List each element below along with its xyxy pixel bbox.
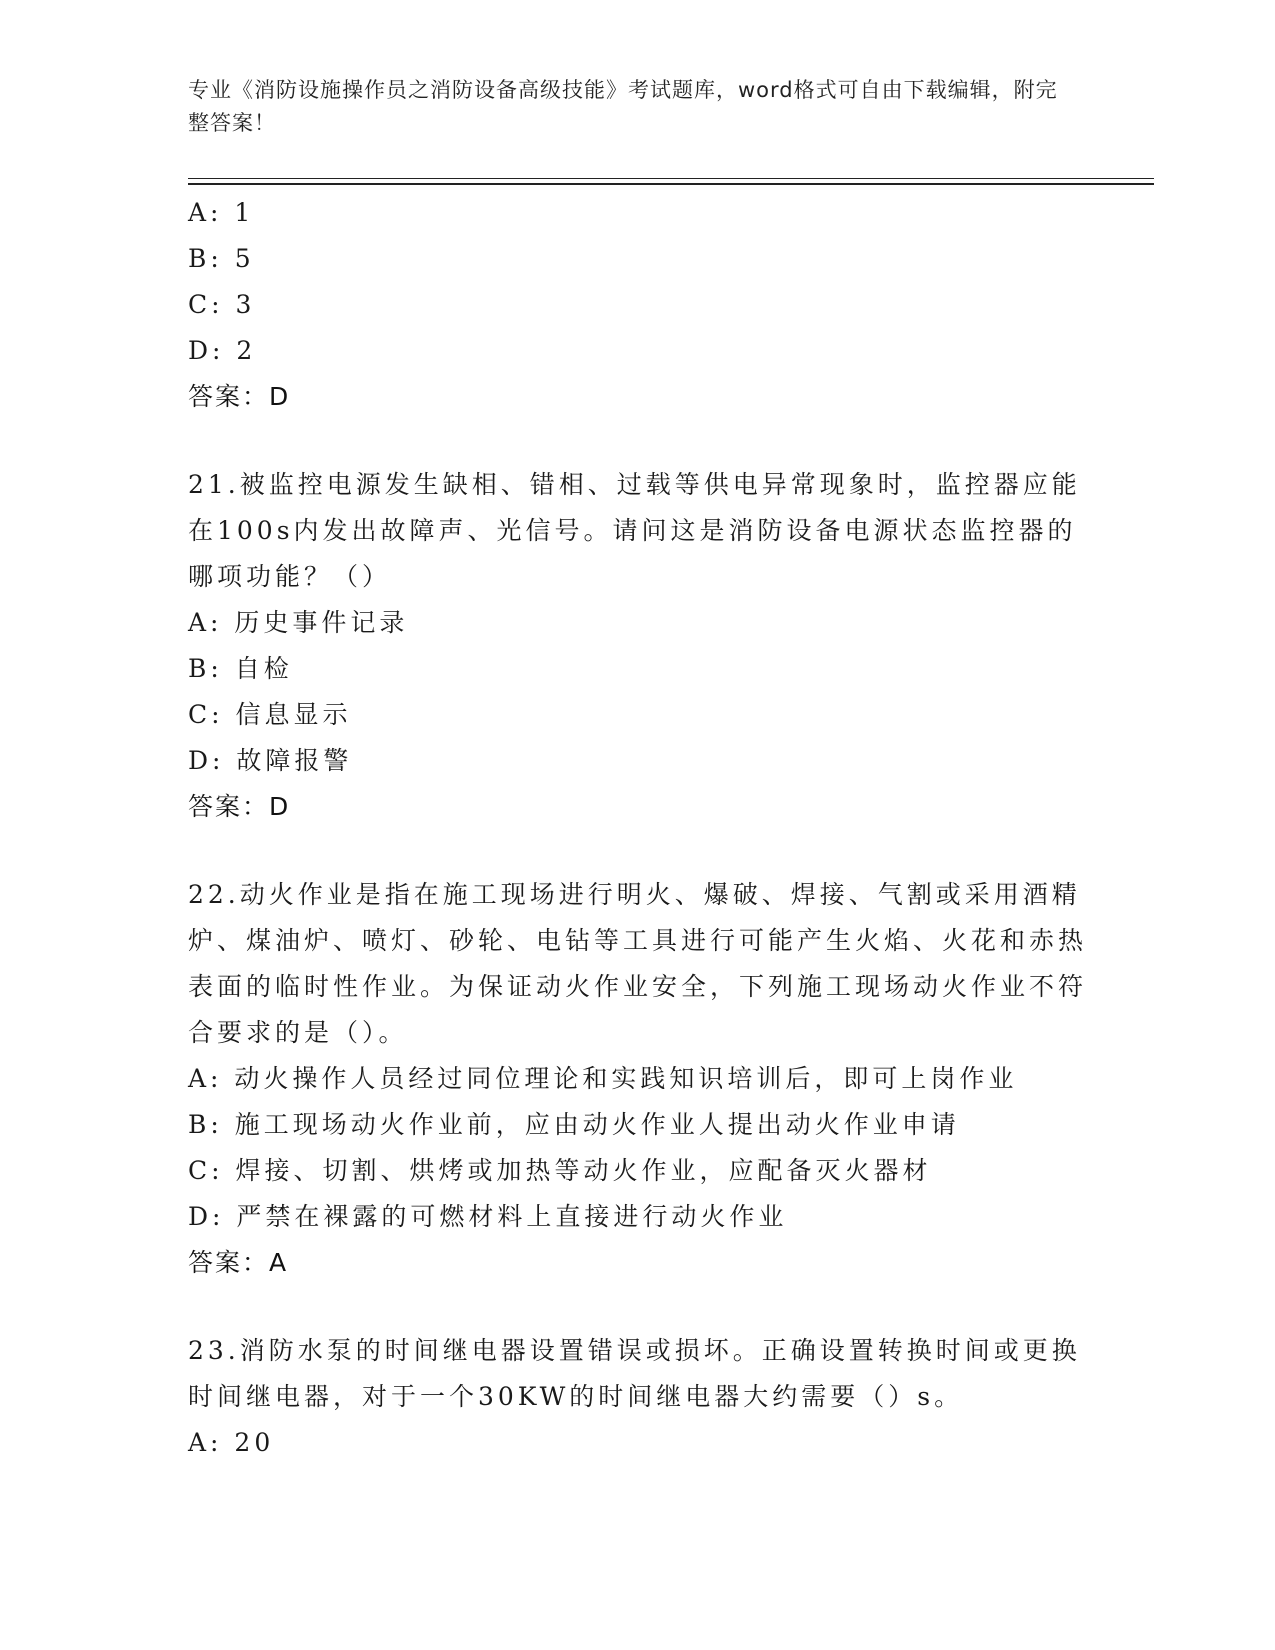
option-d: D: 故障报警: [188, 746, 353, 775]
option-c: C: 焊接、切割、烘烤或加热等动火作业，应配备灭火器材: [188, 1156, 932, 1185]
answer-line: 答案：D: [188, 382, 291, 411]
question-block: [188, 872, 1088, 1286]
option-b: B: 施工现场动火作业前，应由动火作业人提出动火作业申请: [188, 1110, 960, 1139]
answer-line: 答案：D: [188, 792, 291, 821]
question-block: [188, 462, 1088, 830]
question-block: [188, 190, 1088, 420]
option-a: A: 历史事件记录: [188, 608, 409, 637]
option-a: A: 20: [188, 1428, 275, 1457]
header-divider-thick: [188, 183, 1154, 185]
question-text: 23.消防水泵的时间继电器设置错误或损坏。正确设置转换时间或更换时间继电器，对于一个30KW的时间继电器大约需要（）s。: [188, 1336, 1081, 1411]
option-a: A: 动火操作人员经过同位理论和实践知识培训后，即可上岗作业: [188, 1064, 1018, 1093]
option-b: B: 5: [188, 244, 255, 273]
option-a: A: 1: [188, 198, 255, 227]
header-divider-thin: [188, 178, 1154, 179]
question-text: 21.被监控电源发生缺相、错相、过载等供电异常现象时，监控器应能在100s内发出故障声、光信号。请问这是消防设备电源状态监控器的哪项功能？（）: [188, 470, 1081, 591]
option-b: B: 自检: [188, 654, 293, 683]
question-text: 22.动火作业是指在施工现场进行明火、爆破、焊接、气割或采用酒精炉、煤油炉、喷灯、砂轮、电钻等工具进行可能产生火焰、火花和赤热表面的临时性作业。为保证动火作业安全，下列施工现场动火作业不符合要求的是（）。: [188, 880, 1088, 1047]
option-c: C: 信息显示: [188, 700, 352, 729]
question-list: [188, 190, 1088, 1466]
question-block: [188, 1328, 1088, 1466]
option-d: D: 严禁在裸露的可燃材料上直接进行动火作业: [188, 1202, 788, 1231]
option-c: C: 3: [188, 290, 256, 319]
answer-line: 答案：A: [188, 1248, 289, 1277]
document-header: 专业《消防设施操作员之消防设备高级技能》考试题库，word格式可自由下载编辑，附完整答案！: [188, 78, 1058, 135]
option-d: D: 2: [188, 336, 257, 365]
